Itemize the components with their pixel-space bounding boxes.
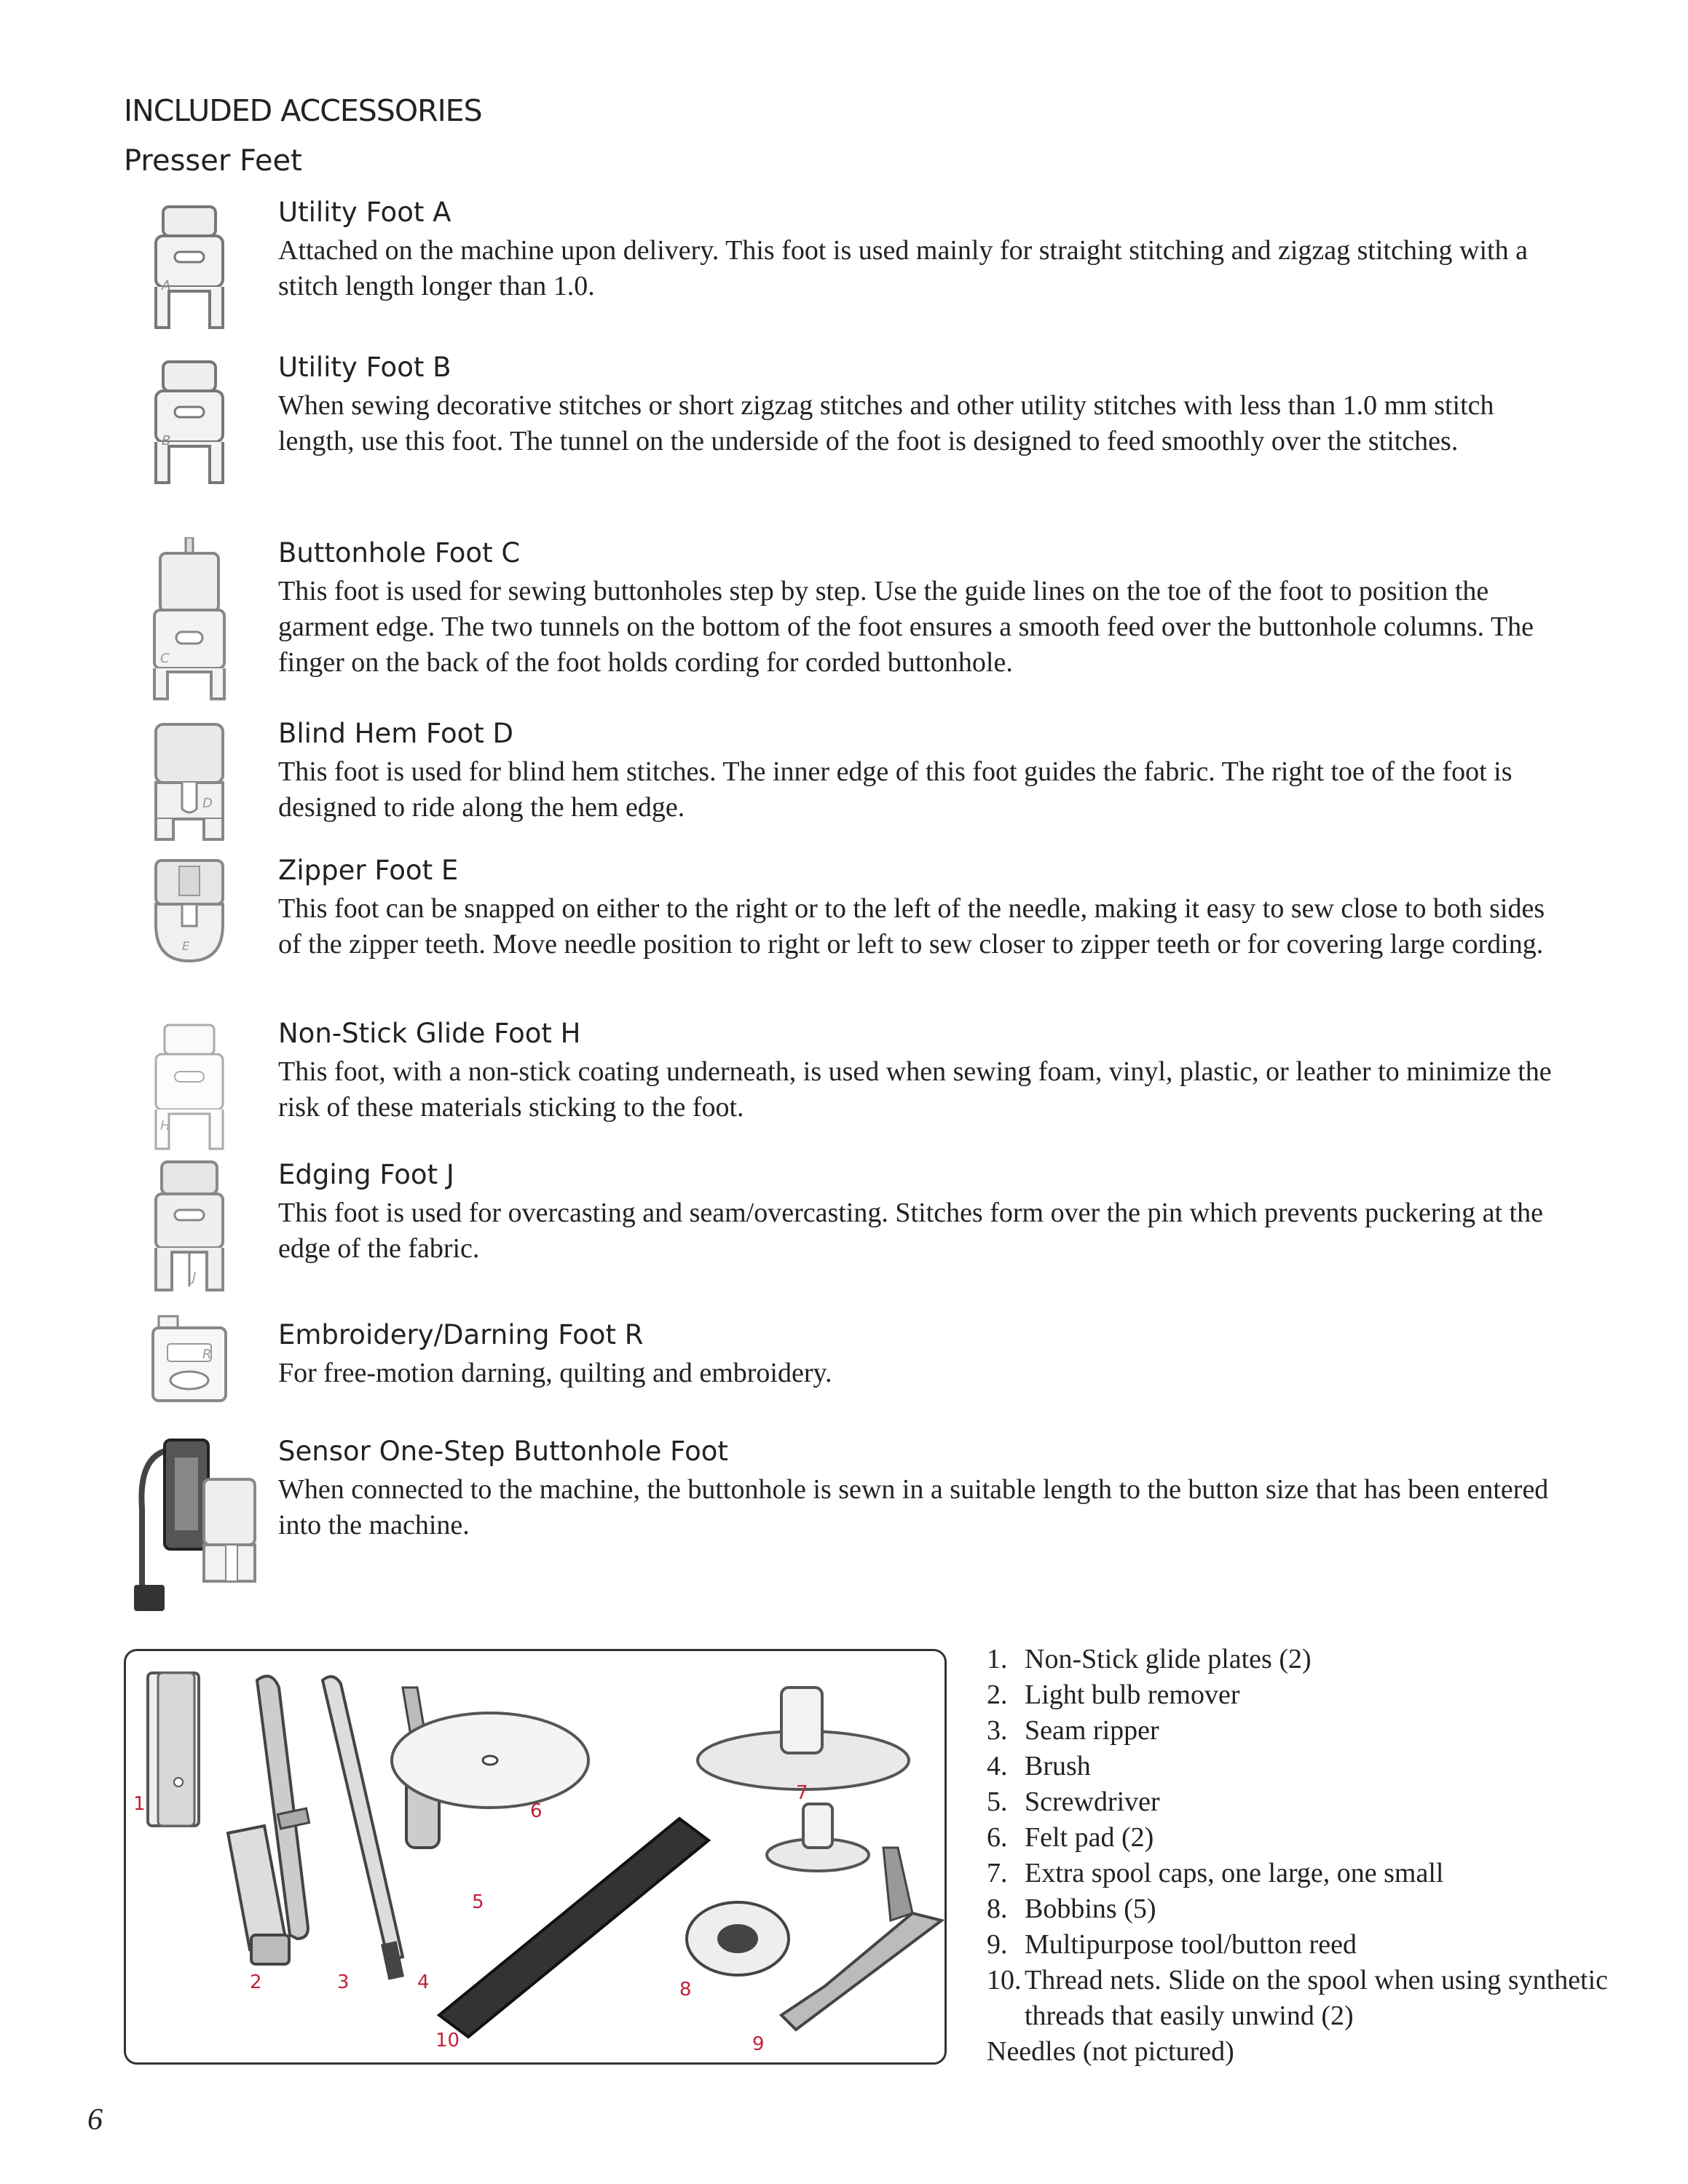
foot-letter-c: C [160, 651, 170, 666]
foot-letter-a: A [162, 278, 171, 293]
list-number: 9. [987, 1929, 1008, 1960]
non-stick-glide-foot-h-icon [146, 1024, 233, 1155]
list-text: Felt pad (2) [1025, 1822, 1154, 1853]
list-number: 6. [987, 1822, 1008, 1853]
foot-letter-d: D [202, 796, 213, 811]
list-number: 10. [987, 1965, 1022, 1995]
callout-1: 1 [133, 1793, 146, 1815]
list-number: 5. [987, 1787, 1008, 1817]
foot-name: Zipper Foot E [278, 855, 459, 886]
list-text: Screwdriver [1025, 1787, 1160, 1817]
foot-description: This foot is used for overcasting and seam/overcasting. Stitches form over the pin which prevents puckering at the edge of the fabric. [278, 1198, 1543, 1264]
callout-3: 3 [337, 1971, 350, 1993]
subsection-title: Presser Feet [124, 144, 302, 178]
list-text: Extra spool caps, one large, one small [1025, 1858, 1444, 1888]
multipurpose-tool-drawing [781, 1848, 942, 2030]
list-number: 8. [987, 1894, 1008, 1924]
thread-nets-drawing [439, 1819, 709, 2037]
foot-description: This foot is used for sewing buttonholes step by step. Use the guide lines on the toe of the foot to position the garment edge. The two tunnels on the bottom of the foot ensures a smooth feed over the buttonhole columns. The finger on the back of the foot holds cording for corded buttonhole. [278, 576, 1534, 678]
bobbins-drawing [687, 1902, 789, 1975]
foot-description: For free-motion darning, quilting and embroidery. [278, 1358, 832, 1388]
foot-name: Utility Foot B [278, 352, 451, 383]
callout-5: 5 [472, 1891, 484, 1913]
foot-letter-h: H [160, 1118, 170, 1133]
utility-foot-a-icon [146, 204, 233, 335]
list-text: Bobbins (5) [1025, 1894, 1156, 1924]
foot-description: Attached on the machine upon delivery. This foot is used mainly for straight stitching and zigzag stitching with a stitch length longer than 1.0. [278, 235, 1528, 301]
callout-4: 4 [417, 1971, 430, 1993]
list-number: 7. [987, 1858, 1008, 1888]
list-number: 3. [987, 1715, 1008, 1746]
list-item [987, 1891, 1642, 1927]
foot-name: Non-Stick Glide Foot H [278, 1018, 581, 1049]
foot-name: Sensor One-Step Buttonhole Foot [278, 1436, 728, 1467]
foot-letter-b: B [162, 433, 171, 448]
list-number: 4. [987, 1751, 1008, 1781]
callout-7: 7 [796, 1782, 808, 1804]
blind-hem-foot-d-icon [146, 721, 233, 845]
accessories-drawing [126, 1651, 944, 2062]
list-item [987, 1749, 1642, 1784]
callout-8: 8 [679, 1979, 692, 2001]
edging-foot-j-icon [146, 1159, 233, 1297]
list-number: 1. [987, 1644, 1008, 1674]
callout-2: 2 [250, 1971, 262, 1993]
zipper-foot-e-icon [146, 859, 233, 968]
foot-description: This foot, with a non-stick coating underneath, is used when sewing foam, vinyl, plastic, or leather to minimize the risk of these materials sticking to the foot. [278, 1056, 1552, 1123]
buttonhole-foot-c-icon [146, 537, 233, 705]
list-text: Non-Stick glide plates (2) [1025, 1644, 1312, 1674]
foot-letter-r: R [202, 1347, 212, 1362]
accessories-list [987, 1642, 1642, 2070]
foot-letter-j: J [192, 1270, 197, 1285]
foot-description: When sewing decorative stitches or short zigzag stitches and other utility stitches with less than 1.0 mm stitch length, use this foot. The tunnel on the underside of the foot is designed to feed smoothly over the stitches. [278, 390, 1494, 456]
list-item [987, 1784, 1642, 1820]
foot-letter-e: E [182, 939, 190, 953]
foot-description: This foot can be snapped on either to the right or to the left of the needle, making it easy to sew close to both sides of the zipper teeth. Move needle position to right or left to sew closer to zipper teeth or for covering large cording. [278, 893, 1545, 960]
utility-foot-b-icon [146, 359, 233, 490]
callout-10: 10 [435, 2030, 460, 2052]
brush-drawing [323, 1677, 404, 1980]
callout-9: 9 [752, 2033, 765, 2055]
list-item [987, 1927, 1642, 1963]
list-number: 2. [987, 1679, 1008, 1710]
list-item [987, 1713, 1642, 1749]
foot-name: Edging Foot J [278, 1159, 454, 1190]
list-text: Multipurpose tool/button reed [1025, 1929, 1357, 1960]
list-text: Thread nets. Slide on the spool when using synthetic threads that easily unwind (2) [1025, 1965, 1609, 2031]
list-text: Light bulb remover [1025, 1679, 1240, 1710]
list-text: Seam ripper [1025, 1715, 1159, 1746]
list-item [987, 1963, 1642, 2034]
page-number: 6 [87, 2103, 103, 2137]
list-item [987, 1820, 1642, 1856]
accessories-note: Needles (not pictured) [987, 2036, 1234, 2067]
foot-name: Embroidery/Darning Foot R [278, 1319, 644, 1350]
accessories-illustration [124, 1649, 947, 2065]
sensor-buttonhole-foot-icon [124, 1436, 269, 1618]
section-title: INCLUDED ACCESSORIES [124, 93, 482, 128]
foot-description: This foot is used for blind hem stitches. The inner edge of this foot guides the fabric. The right toe of the foot is designed to ride along the hem edge. [278, 756, 1513, 823]
list-item [987, 1856, 1642, 1891]
foot-description: When connected to the machine, the buttonhole is sewn in a suitable length to the button size that has been entered into the machine. [278, 1474, 1549, 1540]
callout-6: 6 [530, 1800, 543, 1822]
glide-plates-drawing [148, 1673, 199, 1826]
embroidery-darning-foot-r-icon [146, 1315, 233, 1409]
list-item [987, 1642, 1642, 1677]
felt-pad-drawing [392, 1713, 588, 1808]
list-text: Brush [1025, 1751, 1091, 1781]
spool-caps-drawing [698, 1688, 909, 1871]
foot-name: Utility Foot A [278, 197, 451, 228]
foot-name: Blind Hem Foot D [278, 718, 514, 749]
foot-name: Buttonhole Foot C [278, 537, 521, 569]
list-item [987, 1677, 1642, 1713]
